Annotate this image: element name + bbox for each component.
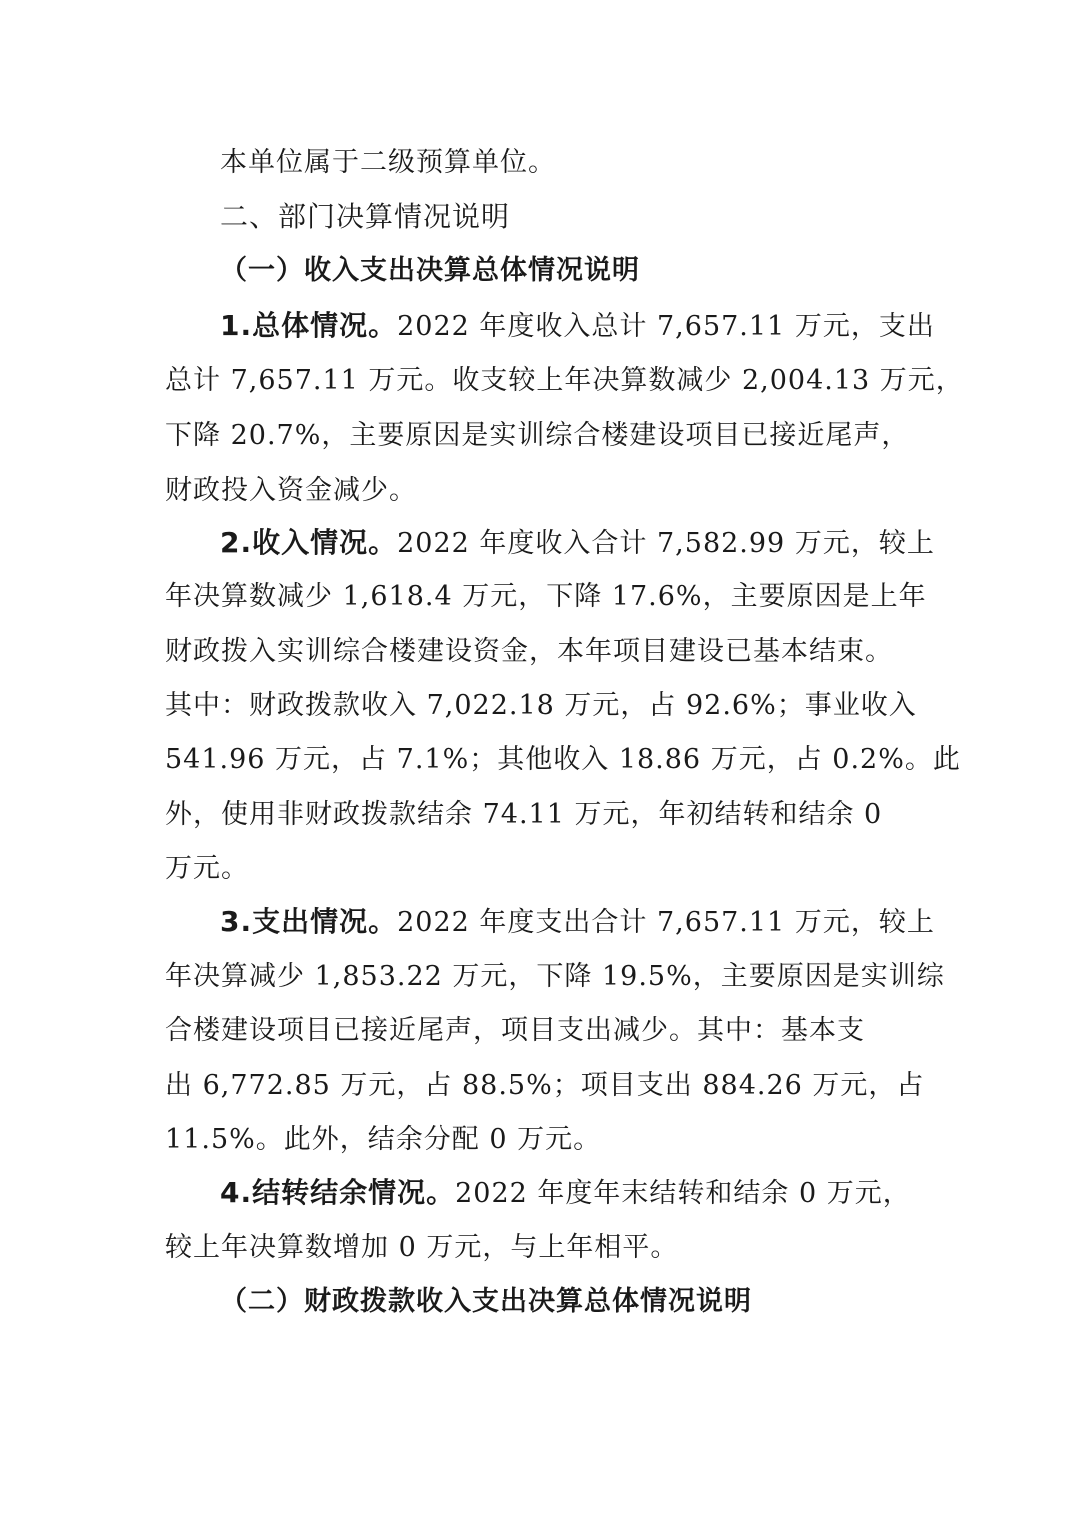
item2-line5: 541.96 万元，占 7.1%；其他收入 18.86 万元，占 0.2%。此 <box>165 744 961 775</box>
section-heading: 二、部门决算情况说明 <box>220 200 511 233</box>
item2-line3: 财政拨入实训综合楼建设资金，本年项目建设已基本结束。 <box>165 636 893 667</box>
item3-line1-text: 2022 年度支出合计 7,657.11 万元，较上 <box>397 907 935 938</box>
item2-title: 2.收入情况。 <box>220 526 398 559</box>
item2-line7: 万元。 <box>165 853 249 884</box>
item1-line1-text: 2022 年度收入总计 7,657.11 万元，支出 <box>397 311 935 342</box>
item2-line4: 其中：财政拨款收入 7,022.18 万元，占 92.6%；事业收入 <box>165 690 917 721</box>
item4-line1-text: 2022 年度年末结转和结余 0 万元， <box>455 1178 911 1209</box>
item1-line3: 下降 20.7%，主要原因是实训综合楼建设项目已接近尾声， <box>165 420 910 451</box>
subsection-2-heading: （二）财政拨款收入支出决算总体情况说明 <box>220 1286 752 1317</box>
item3-line3: 合楼建设项目已接近尾声，项目支出减少。其中：基本支 <box>165 1015 865 1046</box>
item2-line1 <box>220 526 935 561</box>
item4-title: 4.结转结余情况。 <box>220 1176 456 1209</box>
item2-line1-text: 2022 年度收入合计 7,582.99 万元，较上 <box>397 528 935 559</box>
item1-title: 1.总体情况。 <box>220 309 398 342</box>
intro-line: 本单位属于二级预算单位。 <box>220 147 556 178</box>
item1-line2: 总计 7,657.11 万元。收支较上年决算数减少 2,004.13 万元， <box>165 365 964 396</box>
item3-title: 3.支出情况。 <box>220 905 398 938</box>
item1-line4: 财政投入资金减少。 <box>165 475 417 506</box>
item2-line2: 年决算数减少 1,618.4 万元，下降 17.6%，主要原因是上年 <box>165 581 927 612</box>
item4-line2: 较上年决算数增加 0 万元，与上年相平。 <box>165 1232 679 1263</box>
subsection-1-heading: （一）收入支出决算总体情况说明 <box>220 255 640 286</box>
item3-line1 <box>220 905 935 940</box>
item1-line1 <box>220 309 935 344</box>
item3-line2: 年决算减少 1,853.22 万元，下降 19.5%，主要原因是实训综 <box>165 961 945 992</box>
item3-line4: 出 6,772.85 万元，占 88.5%；项目支出 884.26 万元，占 <box>165 1070 925 1101</box>
item2-line6: 外，使用非财政拨款结余 74.11 万元，年初结转和结余 0 <box>165 799 883 830</box>
item4-line1 <box>220 1176 911 1211</box>
item3-line5: 11.5%。此外，结余分配 0 万元。 <box>165 1124 602 1155</box>
